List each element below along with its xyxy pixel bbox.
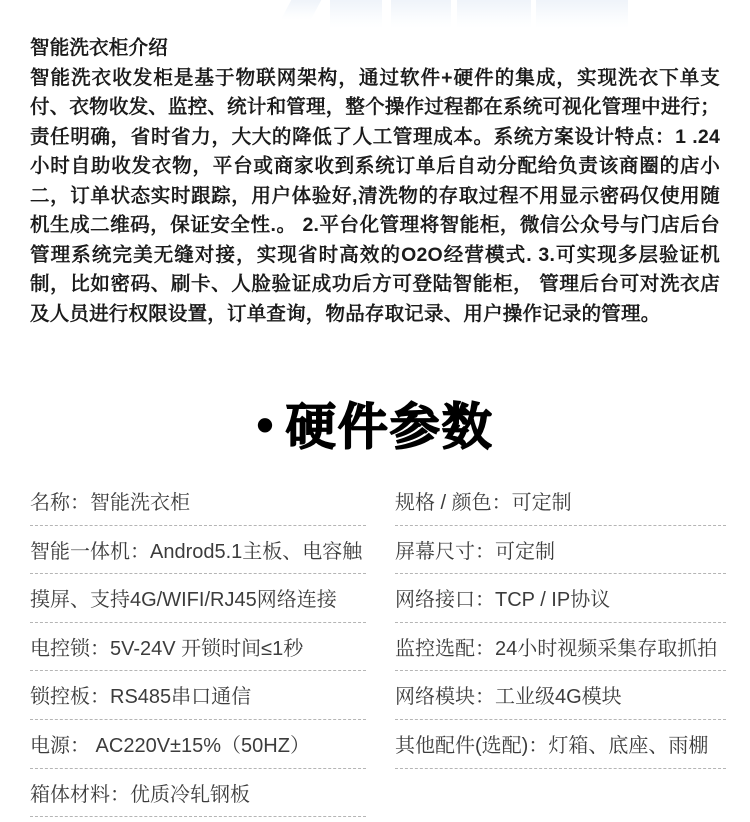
spec-row-cabinet-material: 箱体材料：优质冷轧钢板 bbox=[30, 769, 366, 818]
bullet-icon: • bbox=[256, 397, 276, 453]
intro-section bbox=[0, 0, 750, 329]
spec-row-monitoring: 监控选配：24小时视频采集存取抓拍 bbox=[395, 623, 726, 672]
spec-row-power: 电源： AC220V±15%（50HZ） bbox=[30, 720, 366, 769]
spec-row-other-accessories: 其他配件(选配)：灯箱、底座、雨棚 bbox=[395, 720, 726, 769]
spec-table bbox=[30, 477, 726, 817]
hardware-params-title: 硬件参数 bbox=[285, 399, 494, 455]
spec-row-network-interface: 网络接口：TCP / IP协议 bbox=[395, 574, 726, 623]
spec-row-name: 名称：智能洗衣柜 bbox=[30, 477, 366, 526]
hardware-params-heading bbox=[0, 397, 750, 457]
spec-column-left bbox=[30, 477, 366, 817]
spec-row-size-color: 规格 / 颜色：可定制 bbox=[395, 477, 726, 526]
intro-paragraph: 智能洗衣收发柜是基于物联网架构，通过软件+硬件的集成，实现洗衣下单支付、衣物收发、监控、统计和管理，整个操作过程都在系统可视化管理中进行；责任明确，省时省力，大大的降低了人工管理成本。系统方案设计特点：1 .24小时自助收发衣物，平台或商家收到系统订单后自动分配给负责该商圈的店小二，订单状态实时跟踪，用户体验好,清洗物的存取过程不用显示密码仅使用随机生成二维码，保证安全性.。 2.平台化管理将智能柜，微信公众号与门店后台管理系统完美无缝对接，实现省时高效的O2O经营模式. 3.可实现多层验证机制，比如密码、刷卡、人脸验证成功后方可登陆智能柜， 管理后台可对洗衣店及人员进行权限设置，订单查询，物品存取记录、用户操作记录的管理。 bbox=[30, 66, 720, 325]
spec-row-electric-lock: 电控锁：5V-24V 开锁时间≤1秒 bbox=[30, 623, 366, 672]
spec-row-network-module: 网络模块：工业级4G模块 bbox=[395, 671, 726, 720]
intro-title: 智能洗衣柜介绍 bbox=[30, 37, 168, 59]
spec-row-lock-board: 锁控板：RS485串口通信 bbox=[30, 671, 366, 720]
spec-row-screen-size: 屏幕尺寸：可定制 bbox=[395, 526, 726, 575]
spec-column-right bbox=[395, 477, 726, 817]
spec-row-touchscreen-network: 摸屏、支持4G/WIFI/RJ45网络连接 bbox=[30, 574, 366, 623]
spec-row-allinone: 智能一体机：Androd5.1主板、电容触 bbox=[30, 526, 366, 575]
